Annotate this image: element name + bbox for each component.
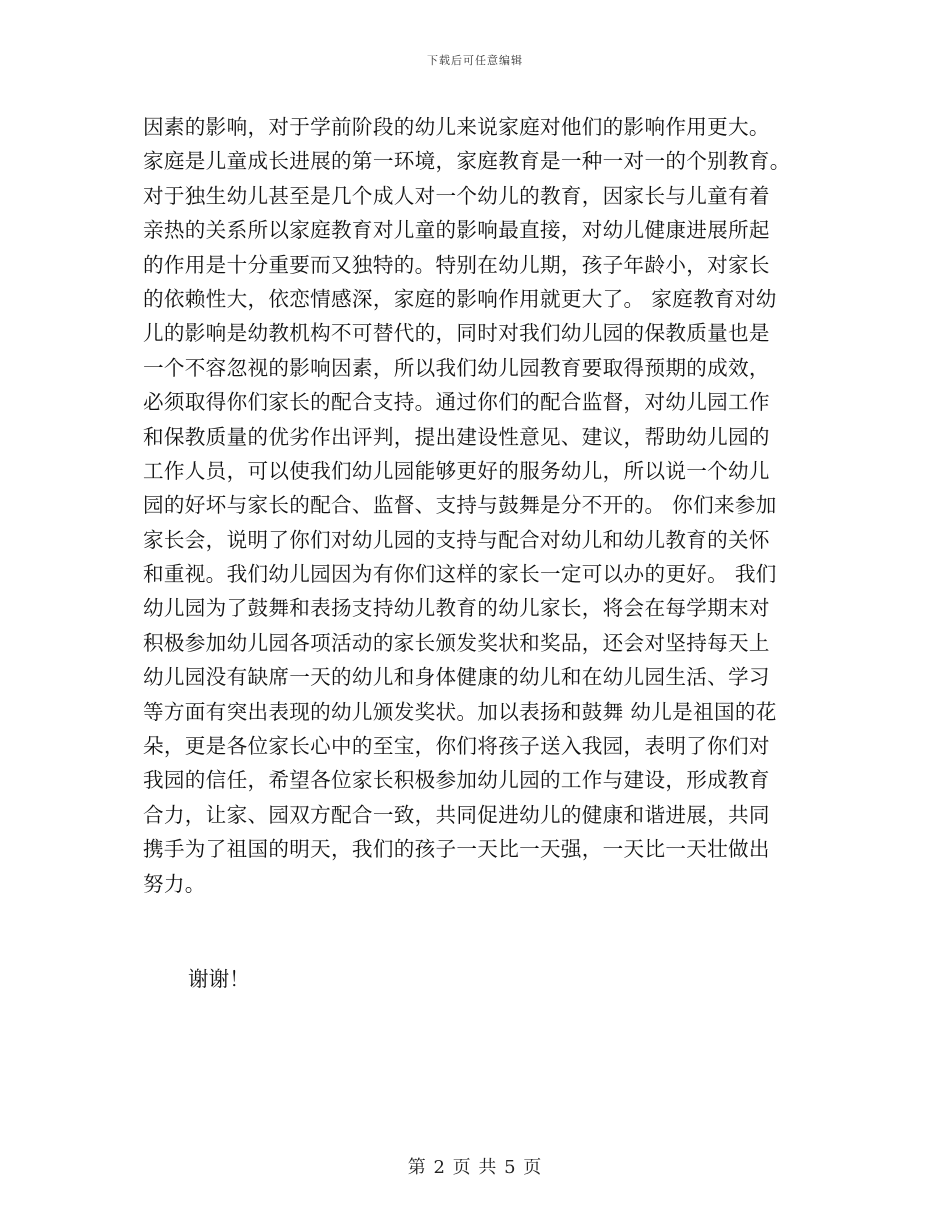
page-header-note: 下载后可任意编辑	[427, 54, 523, 67]
document-body	[143, 110, 813, 901]
body-line: 积极参加幼儿园各项活动的家长颁发奖状和奖品，还会对坚持每天上	[143, 630, 770, 655]
body-line: 必须取得你们家长的配合支持。通过你们的配合监督，对幼儿园工作	[143, 390, 770, 415]
body-line: 和保教质量的优劣作出评判，提出建设性意见、建议，帮助幼儿园的	[143, 424, 770, 449]
body-line: 对于独生幼儿甚至是几个成人对一个幼儿的教育，因家长与儿童有着	[143, 183, 770, 208]
body-line: 我园的信任，希望各位家长积极参加幼儿园的工作与建设，形成教育	[143, 768, 770, 793]
body-line: 工作人员，可以使我们幼儿园能够更好的服务幼儿，所以说一个幼儿	[143, 458, 770, 483]
body-line: 的作用是十分重要而又独特的。特别在幼儿期，孩子年龄小，对家长	[143, 252, 770, 277]
body-line: 等方面有突出表现的幼儿颁发奖状。加以表扬和鼓舞 幼儿是祖国的花	[143, 699, 777, 724]
body-line: 和重视。我们幼儿园因为有你们这样的家长一定可以办的更好。 我们	[143, 562, 777, 587]
closing-thanks: 谢谢！	[188, 967, 250, 991]
body-line: 幼儿园为了鼓舞和表扬支持幼儿教育的幼儿家长，将会在每学期末对	[143, 596, 770, 621]
body-line: 儿的影响是幼教机构不可替代的，同时对我们幼儿园的保教质量也是	[143, 321, 770, 346]
body-line: 因素的影响，对于学前阶段的幼儿来说家庭对他们的影响作用更大。	[143, 115, 770, 139]
body-line: 携手为了祖国的明天，我们的孩子一天比一天强，一天比一天壮做出	[143, 837, 770, 862]
body-line: 幼儿园没有缺席一天的幼儿和身体健康的幼儿和在幼儿园生活、学习	[143, 665, 770, 690]
page-number-footer: 第 2 页 共 5 页	[407, 1157, 543, 1178]
body-line: 努力。	[143, 871, 206, 896]
body-line: 一个不容忽视的影响因素，所以我们幼儿园教育要取得预期的成效，	[143, 355, 770, 380]
body-line: 家长会，说明了你们对幼儿园的支持与配合对幼儿和幼儿教育的关怀	[143, 527, 770, 552]
body-line: 亲热的关系所以家庭教育对儿童的影响最直接，对幼儿健康进展所起	[143, 218, 770, 243]
body-line: 家庭是儿童成长进展的第一环境，家庭教育是一种一对一的个别教育。	[143, 149, 791, 174]
body-line: 园的好坏与家长的配合、监督、支持与鼓舞是分不开的。 你们来参加	[143, 493, 777, 518]
body-line: 朵，更是各位家长心中的至宝，你们将孩子送入我园，表明了你们对	[143, 734, 770, 759]
body-line: 的依赖性大，依恋情感深，家庭的影响作用就更大了。 家庭教育对幼	[143, 286, 777, 311]
body-line: 合力，让家、园双方配合一致，共同促进幼儿的健康和谐进展，共同	[143, 802, 770, 827]
